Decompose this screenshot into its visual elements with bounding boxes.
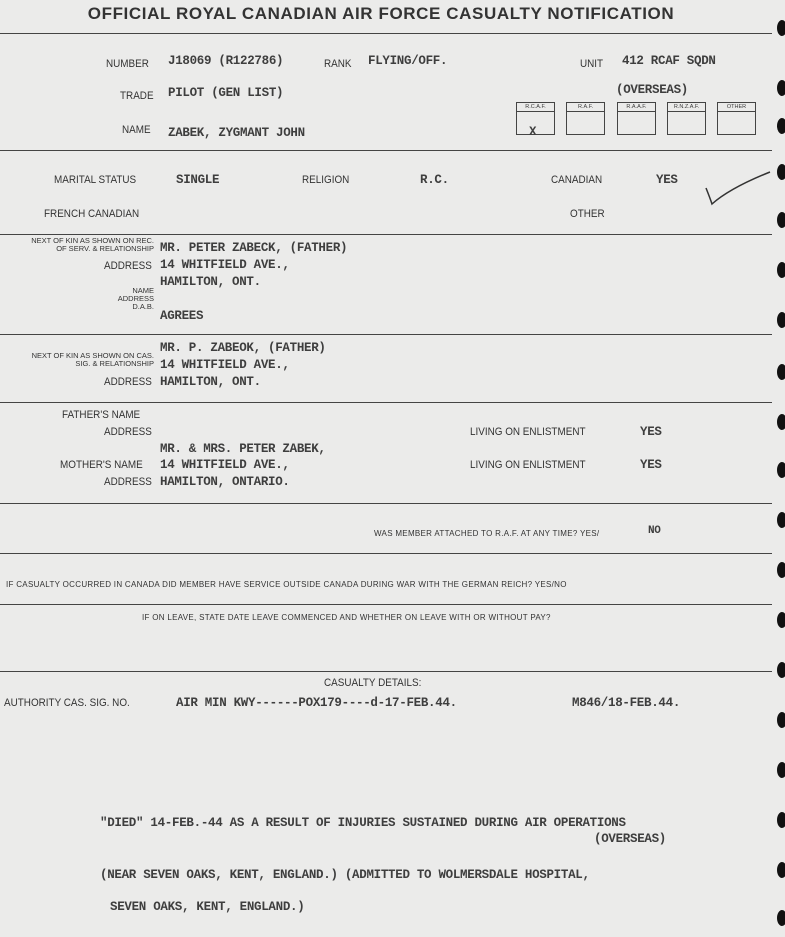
rank-value: FLYING/OFF.: [368, 54, 448, 68]
service-outside-canada-label: IF CASUALTY OCCURRED IN CANADA DID MEMBER HAVE SERVICE OUTSIDE CANADA DURING WAR WITH THE GERMAN REICH? YES/NO: [6, 580, 567, 589]
parents-name: MR. & MRS. PETER ZABEK,: [160, 442, 326, 456]
marital-value: SINGLE: [176, 173, 220, 187]
divider: [0, 503, 772, 504]
punch-hole: [777, 910, 785, 926]
punch-hole: [777, 762, 785, 778]
canadian-value: YES: [656, 173, 678, 187]
punch-hole: [777, 312, 785, 328]
religion-value: R.C.: [420, 173, 449, 187]
divider: [0, 33, 772, 34]
trade-value: PILOT (GEN LIST): [168, 86, 284, 100]
number-label: NUMBER: [106, 58, 149, 70]
punch-hole: [777, 812, 785, 828]
authority-value-2: M846/18-FEB.44.: [572, 696, 681, 710]
unit-label: UNIT: [580, 58, 604, 70]
parents-address-2: HAMILTON, ONTARIO.: [160, 475, 290, 489]
divider: [0, 604, 772, 605]
divider: [0, 553, 772, 554]
name-address-dab-label: NAME ADDRESS D.A.B.: [117, 286, 154, 311]
divider: [0, 334, 772, 335]
name-value: ZABEK, ZYGMANT JOHN: [168, 126, 305, 140]
punch-hole: [777, 462, 785, 478]
mother-name-label: MOTHER'S NAME: [60, 459, 143, 471]
canadian-label: CANADIAN: [551, 174, 603, 186]
nok2-label: NEXT OF KIN AS SHOWN ON CAS. SIG. & RELATIONSHIP: [31, 351, 154, 368]
divider: [0, 150, 772, 151]
leave-label: IF ON LEAVE, STATE DATE LEAVE COMMENCED AND WHETHER ON LEAVE WITH OR WITHOUT PAY?: [142, 613, 551, 622]
punch-hole: [777, 512, 785, 528]
punch-hole: [777, 262, 785, 278]
raf-attached-label: WAS MEMBER ATTACHED TO R.A.F. AT ANY TIME? YES/: [374, 529, 600, 538]
box-rcaf: R.C.A.F.: [516, 102, 555, 135]
nad-value: AGREES: [160, 309, 204, 323]
parents-address-1: 14 WHITFIELD AVE.,: [160, 458, 290, 472]
details-line-2: (OVERSEAS): [594, 832, 667, 846]
father-living-label: LIVING ON ENLISTMENT: [470, 426, 586, 438]
divider: [0, 402, 772, 403]
details-line-3: (NEAR SEVEN OAKS, KENT, ENGLAND.) (ADMITTED TO WOLMERSDALE HOSPITAL,: [100, 868, 590, 882]
father-living-value: YES: [640, 425, 662, 439]
form-title: OFFICIAL ROYAL CANADIAN AIR FORCE CASUALTY NOTIFICATION: [87, 4, 675, 23]
religion-label: RELIGION: [302, 174, 350, 186]
nok1-address-2: HAMILTON, ONT.: [160, 275, 261, 289]
authority-value: AIR MIN KWY------POX179----d-17-FEB.44.: [176, 696, 457, 710]
punch-hole: [777, 612, 785, 628]
address-label: ADDRESS: [104, 260, 152, 272]
nok1-name: MR. PETER ZABECK, (FATHER): [160, 241, 348, 255]
punch-hole: [777, 80, 785, 96]
punch-hole: [777, 364, 785, 380]
punch-hole: [777, 712, 785, 728]
mother-address-label: ADDRESS: [104, 476, 152, 488]
father-name-label: FATHER'S NAME: [62, 409, 141, 421]
number-value: J18069 (R122786): [168, 54, 284, 68]
punch-hole: [777, 164, 785, 180]
rank-label: RANK: [324, 58, 352, 70]
casualty-details-label: CASUALTY DETAILS:: [324, 677, 422, 689]
nok2-address-2: HAMILTON, ONT.: [160, 375, 261, 389]
rcaf-mark: X: [529, 125, 537, 139]
other-label: OTHER: [570, 208, 605, 220]
name-label: NAME: [122, 124, 151, 136]
nok2-address-1: 14 WHITFIELD AVE.,: [160, 358, 290, 372]
box-raaf: R.A.A.F.: [617, 102, 656, 135]
box-raf: R.A.F.: [566, 102, 605, 135]
marital-label: MARITAL STATUS: [54, 174, 137, 186]
punch-hole: [777, 562, 785, 578]
punch-hole: [777, 662, 785, 678]
box-other: OTHER: [717, 102, 756, 135]
details-line-1: "DIED" 14-FEB.-44 AS A RESULT OF INJURIES SUSTAINED DURING AIR OPERATIONS: [100, 816, 626, 830]
french-canadian-label: FRENCH CANADIAN: [44, 208, 140, 220]
unit-value: 412 RCAF SQDN: [622, 54, 716, 68]
punch-hole: [777, 414, 785, 430]
punch-hole: [777, 20, 785, 36]
mother-living-value: YES: [640, 458, 662, 472]
divider: [0, 671, 772, 672]
checkmark-icon: [700, 168, 772, 208]
nok2-name: MR. P. ZABEOK, (FATHER): [160, 341, 326, 355]
mother-living-label: LIVING ON ENLISTMENT: [470, 459, 586, 471]
raf-attached-value: NO: [648, 525, 661, 537]
punch-hole: [777, 212, 785, 228]
trade-label: TRADE: [120, 90, 154, 102]
unit-overseas: (OVERSEAS): [616, 83, 689, 97]
details-line-4: SEVEN OAKS, KENT, ENGLAND.): [110, 900, 305, 914]
divider: [0, 234, 772, 235]
authority-label: AUTHORITY CAS. SIG. NO.: [4, 697, 130, 709]
nok1-label: NEXT OF KIN AS SHOWN ON REC. OF SERV. & RELATIONSHIP: [31, 236, 154, 253]
address-label: ADDRESS: [104, 376, 152, 388]
father-address-label: ADDRESS: [104, 426, 152, 438]
punch-hole: [777, 862, 785, 878]
nok1-address-1: 14 WHITFIELD AVE.,: [160, 258, 290, 272]
punch-hole: [777, 118, 785, 134]
box-rnzaf: R.N.Z.A.F.: [667, 102, 706, 135]
